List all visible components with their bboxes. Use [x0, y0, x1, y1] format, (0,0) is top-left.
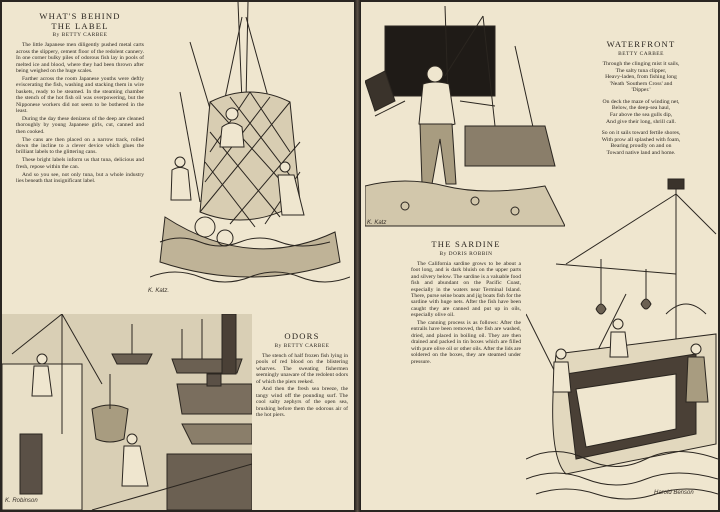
- poem-line: 'Dipper.': [631, 87, 651, 94]
- poem-line: Far above the sea gulls dip,: [609, 112, 673, 119]
- robinson-signature: K. Robinson: [5, 498, 38, 504]
- net-haul-illustration: [150, 2, 350, 302]
- odors-paragraph: The stench of half frozen fish lying in pools of red blood on the blistering wharves. The sweating fishermen seemingly unaware of the redolent odors of which the piers reeked.: [256, 352, 348, 385]
- label-paragraph: These bright labels inform us that tuna, delicious and fresh, repose within the can.: [16, 157, 144, 170]
- waterfront-title: WATERFRONT: [606, 39, 676, 49]
- odors-byline: By BETTY CARBEE: [274, 342, 330, 349]
- sardine-paragraph: The California sardine grows to be about a foot long, and is dark bluish on the upper parts and silvery below. The sardine is a valuable food fish and abundant on the Pacific Coast, especially in the waters near Terminal Island. There, purse seine boats and jig boats fish for the sardine with huge nets. After the fish have been caught they are canned and put up in oils, especially olive oil.: [411, 260, 521, 319]
- book-gutter: [354, 0, 361, 512]
- label-title-line2: THE LABEL: [51, 20, 109, 31]
- odors-title: ODORS: [284, 331, 320, 341]
- left-page: [2, 2, 354, 510]
- label-paragraph: Farther across the room Japanese youths were deftly eviscerating the fish, washing and stacking them in wire baskets, ready to be steamed. In the steaming chamber the stench of the hot fish oil was overpowering, but the Nipponese workers did not seem to be bothered in the least.: [16, 75, 144, 114]
- poem-line: With prow all splashed with foam,: [601, 136, 681, 143]
- label-paragraph: The cans are then placed on a narrow track, rolled down the incline to a clever device which glues the brilliant labels to the glittering cans.: [16, 136, 144, 156]
- label-title-line1: WHAT'S BEHIND: [39, 11, 121, 21]
- label-article: [16, 12, 144, 186]
- poem-stanza: [571, 99, 711, 125]
- odors-paragraph: And then the fresh sea breeze, the tangy wind off the pounding surf. The cool salty zephyrs of the open sea, brushing before them the odorous air of the hot piers.: [256, 386, 348, 419]
- sardine-article: [411, 240, 521, 366]
- sardine-paragraph: The canning process is as follows: After the entrails have been removed, the fish are washed, dried, and placed in boiling oil. They are then drained and packed in tin boxes which are filled with pure olive oil or other oils. After the lids are soldered on the boxes, they are steamed under pressure.: [411, 320, 521, 365]
- katz-signature-left: K. Katz.: [148, 288, 170, 294]
- waterfront-poem: [571, 40, 711, 162]
- sardine-byline: By DORIS ROBBIN: [439, 250, 493, 257]
- harbor-illustration: [2, 314, 252, 510]
- poem-line: On deck the maze of winding net,: [602, 98, 680, 105]
- poem-line: Toward native land and home.: [606, 150, 676, 157]
- waterfront-byline: BETTY CARBEE: [618, 50, 664, 57]
- label-paragraph: During the day these denizens of the deep are cleaned thoroughly by young Japanese girls, cut, canned and then cooked.: [16, 115, 144, 135]
- poem-line: So on it sails toward fertile shores,: [601, 130, 681, 137]
- poem-line: Through the clinging mist it sails,: [602, 60, 680, 67]
- odors-article: [256, 332, 348, 420]
- katz-signature-right: K. Katz: [367, 220, 387, 226]
- tuna-clipper-illustration: [526, 174, 718, 510]
- poem-stanza: [571, 61, 711, 94]
- poem-line: Heavy-laden, from fishing long: [605, 74, 677, 81]
- label-paragraph: The little Japanese men diligently pushed metal carts across the slippery, cement floor of the redolent cannery. In one corner bulky piles of odorous fish lay in pools of melted ice and blood, where they had been thrown after being weighed on the huge scales.: [16, 42, 144, 75]
- poem-line: And give their long, shrill call.: [606, 118, 676, 125]
- benson-signature: Harold Benson: [654, 490, 694, 496]
- label-article-title: [16, 12, 144, 31]
- poem-line: Bearing proudly on and on: [610, 143, 672, 150]
- right-page: [361, 2, 718, 510]
- sardine-title: THE SARDINE: [431, 239, 501, 249]
- poem-line: Below, the deep-sea haul,: [611, 105, 671, 112]
- poem-stanza: [571, 130, 711, 156]
- poem-line: The salty tuna clipper,: [615, 67, 667, 74]
- label-article-byline: By BETTY CARBEE: [52, 32, 108, 38]
- poem-line: 'Neath 'Southern Cross' and: [609, 80, 673, 87]
- label-paragraph: And so you see, not only tuna, but a whole industry lies beneath that insignificant label.: [16, 171, 144, 185]
